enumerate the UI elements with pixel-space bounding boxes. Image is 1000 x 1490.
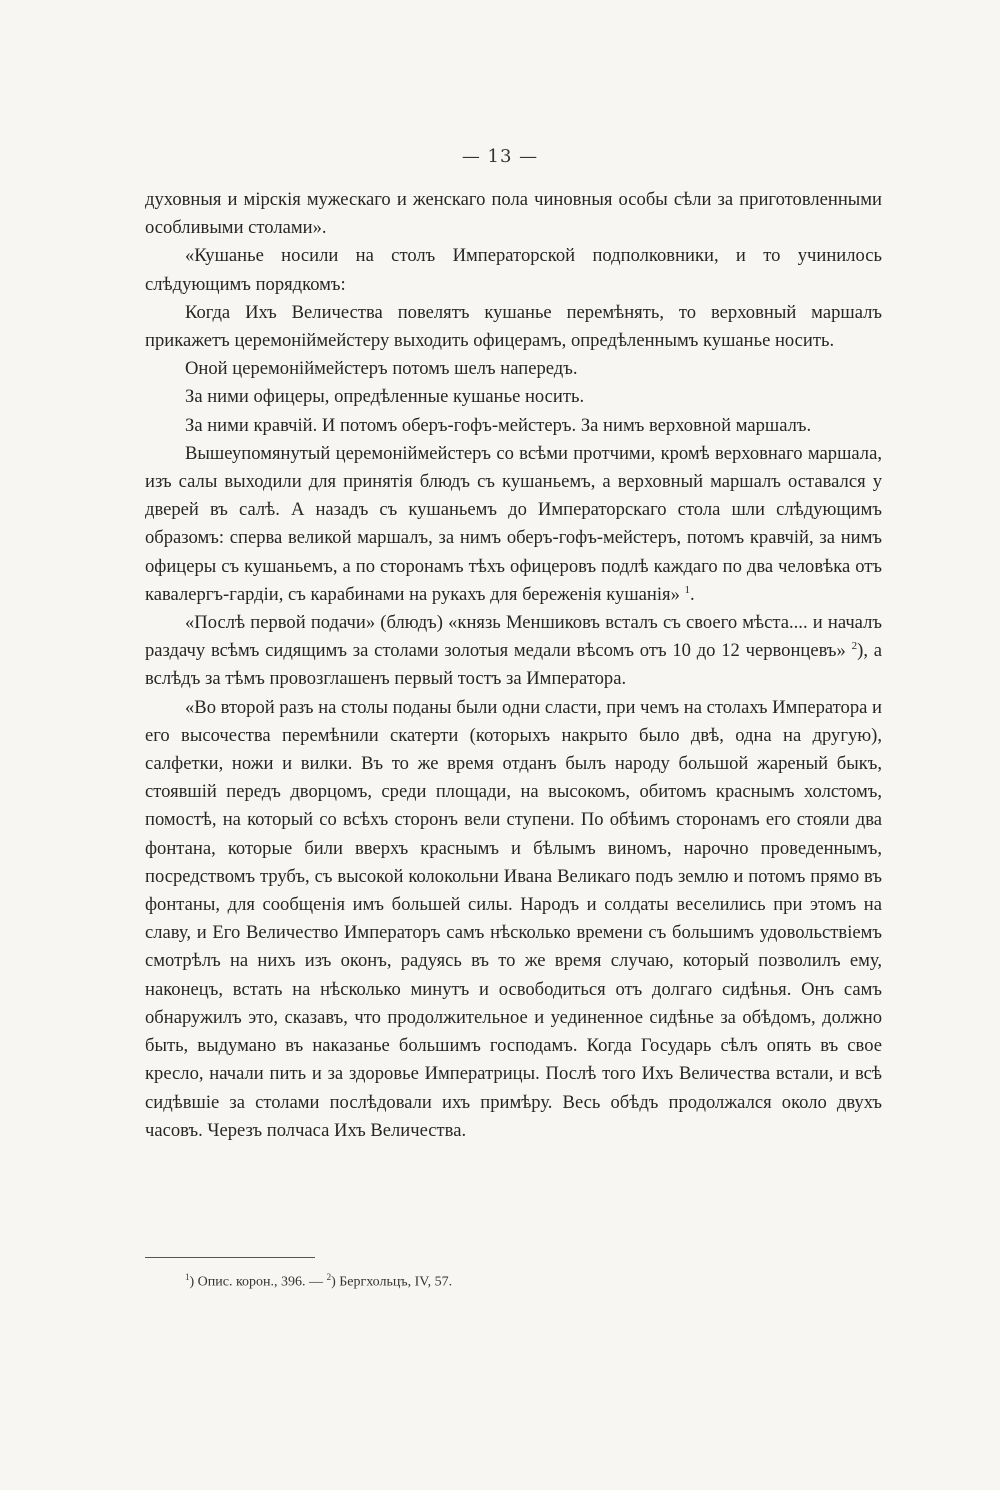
paragraph: «Кушанье носили на столъ Императорской подполковники, и то учинилось слѣдующимъ порядкомъ: bbox=[145, 245, 882, 295]
body-text bbox=[145, 186, 882, 1145]
paragraph: За ними офицеры, опредѣленные кушанье носить. bbox=[185, 386, 585, 408]
paragraph: духовныя и мірскія мужескаго и женскаго пола чиновныя особы сѣли за приготовленными особливыми столами». bbox=[145, 189, 882, 239]
paragraph: Когда Ихъ Величества повелятъ кушанье перемѣнять, то верховный маршалъ прикажетъ церемоніймейстеру выходить офицерамъ, опредѣленнымъ кушанье носить. bbox=[145, 301, 882, 352]
footnote-ref: 2 bbox=[851, 640, 858, 653]
paragraph: За ними кравчій. И потомъ оберъ-гофъ-мейстеръ. За нимъ верховной маршалъ. bbox=[185, 414, 812, 436]
footnote-ref: 1 bbox=[684, 583, 691, 596]
footnote-divider bbox=[145, 1257, 315, 1258]
paragraph: «Послѣ первой подачи» (блюдъ) «князь Меншиковъ всталъ съ своего мѣста.... и началъ раздачу всѣмъ сидящимъ за столами золотыя медали вѣсомъ отъ 10 до 12 червонцевъ» $^2$), а вслѣдъ за тѣмъ провозглашенъ первый тостъ за Императора. bbox=[145, 612, 882, 690]
page-number: — 13 — bbox=[461, 146, 539, 167]
paragraph: Вышеупомянутый церемоніймейстеръ со всѣми протчими, кромѣ верховнаго маршала, изъ салы выходили для принятія блюдъ съ кушаньемъ, а верховный маршалъ оставался у дверей въ салѣ. А назадъ съ кушаньемъ до Императорскаго стола шли слѣдующимъ образомъ: сперва великой маршалъ, за нимъ оберъ-гофъ-мейстеръ, потомъ кравчій, за нимъ офицеры съ кушаньемъ, а по сторонамъ тѣхъ офицеровъ подлѣ каждаго по два человѣка отъ кавалергъ-гардіи, съ карабинами на рукахъ для береженія кушанія» $^1$. bbox=[145, 442, 882, 605]
paragraph: Оной церемоніймейстеръ потомъ шелъ напередъ. bbox=[185, 358, 578, 380]
footnote: $^1$) Опис. корон., 396. — $^2$) Бергхольцъ, IV, 57. bbox=[185, 1272, 453, 1290]
paragraph: «Во второй разъ на столы поданы были одни сласти, при чемъ на столахъ Императора и его высочества перемѣнили скатерти (которыхъ накрыто было двѣ, одна на другую), салфетки, ножи и вилки. Въ то же время отданъ былъ народу большой жареный быкъ, стоявшій передъ дворцомъ, среди площади, на высокомъ, обитомъ краснымъ холстомъ, помостѣ, на который со всѣхъ сторонъ вели ступени. По обѣимъ сторонамъ его стояли два фонтана, которые били вверхъ краснымъ и бѣлымъ виномъ, нарочно проведеннымъ, посредствомъ трубъ, съ высокой колокольни Ивана Великаго подъ землю и потомъ прямо въ фонтаны, для сообщенія имъ большей силы. Народъ и солдаты веселились при этомъ на славу, и Его Величество Императоръ самъ нѣсколько времени съ большимъ удовольствіемъ смотрѣлъ на нихъ изъ оконъ, радуясь въ то же время случаю, который позволилъ ему, наконецъ, встать на нѣсколько минутъ и освободиться отъ долгаго сидѣнья. Онъ самъ обнаружилъ это, сказавъ, что продолжительное и уединенное сидѣнье за обѣдомъ, должно быть, выдумано въ наказанье большимъ господамъ. Когда Государь сѣлъ опять въ свое кресло, начали пить и за здоровье Императрицы. Послѣ того Ихъ Величества встали, и всѣ сидѣвшіе за столами послѣдовали ихъ примѣру. Весь обѣдъ продолжался около двухъ часовъ. Черезъ полчаса Ихъ Величества. bbox=[145, 696, 882, 1141]
